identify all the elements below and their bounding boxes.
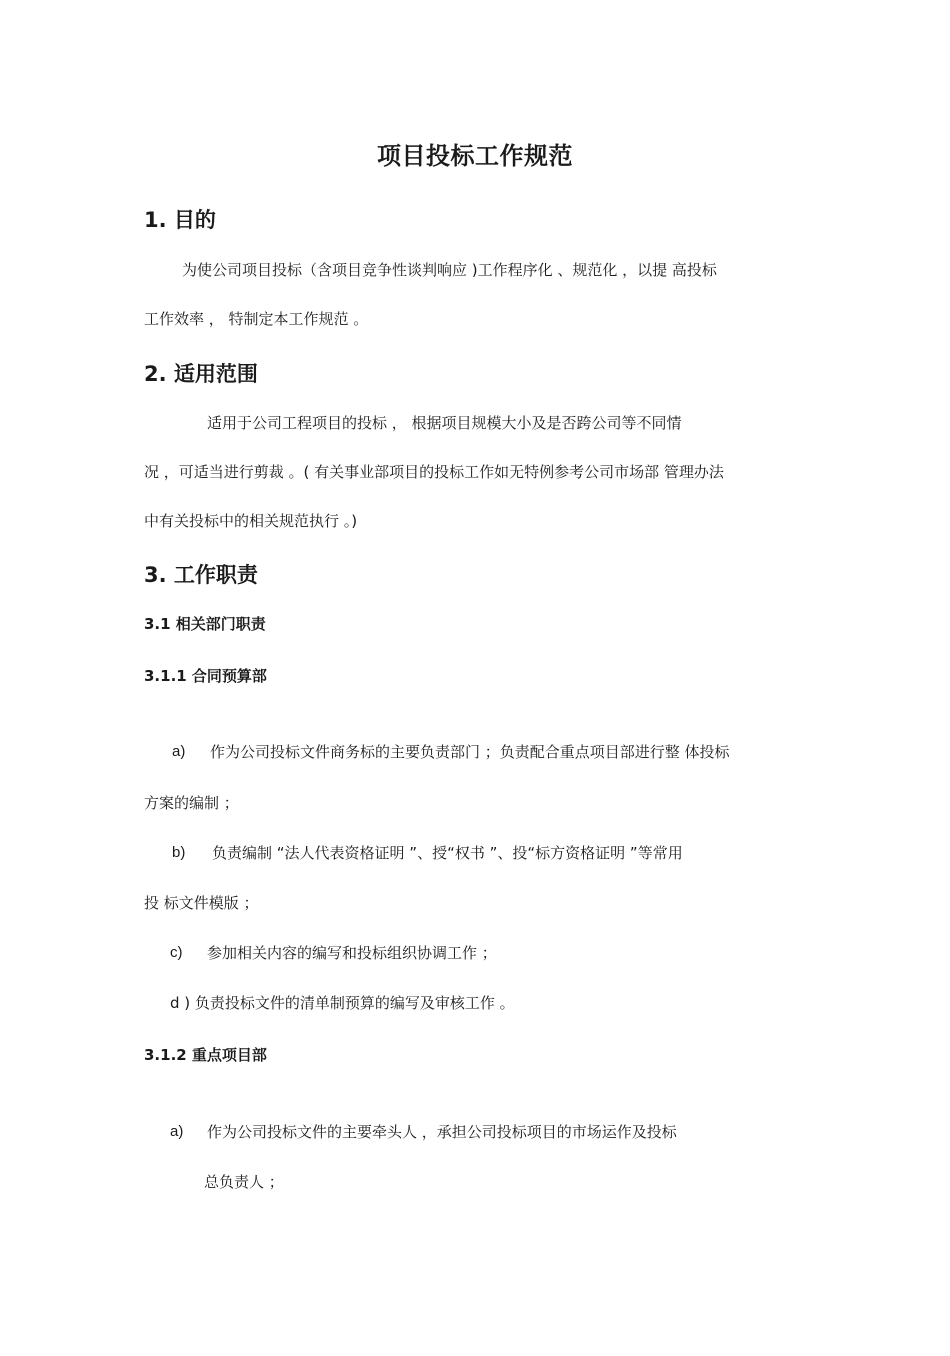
list-item-a-label: a): [172, 743, 186, 760]
list-item-a-line-2: 方案的编制 ；: [144, 794, 239, 812]
list-item-b-line-1: 负责编制 “法人代表资格证明 ”、授“权书 ”、投“标方资格证明 ”等常用: [212, 844, 683, 862]
section-1-paragraph-line-1: 为使公司项目投标（含项目竞争性谈判响应 )工作程序化 、规范化 ，以提 高投标: [182, 261, 717, 279]
section-1-paragraph-line-2: 工作效率 ， 特制定本工作规范 。: [144, 310, 369, 328]
section-1-heading: 1. 目的: [144, 208, 216, 232]
list-item-c-line-1: 参加相关内容的编写和投标组织协调工作 ；: [207, 944, 497, 962]
list-item-c-label: c): [170, 944, 183, 961]
section-2-heading: 2. 适用范围: [144, 362, 258, 386]
list-item-a-line-1: 作为公司投标文件商务标的主要负责部门 ；负责配合重点项目部进行整 体投标: [210, 743, 730, 761]
subsection-3-1-1-heading: 3.1.1 合同预算部: [144, 667, 267, 685]
list-item2-a-line-1: 作为公司投标文件的主要牵头人 ，承担公司投标项目的市场运作及投标: [207, 1123, 677, 1141]
list-item-d-text: d ) 负责投标文件的清单制预算的编写及审核工作 。: [170, 994, 515, 1012]
list-item2-a-line-2: 总负责人 ；: [204, 1173, 284, 1191]
subsection-3-1-heading: 3.1 相关部门职责: [144, 615, 266, 633]
subsection-3-1-2-heading: 3.1.2 重点项目部: [144, 1046, 267, 1064]
section-2-paragraph-line-1: 适用于公司工程项目的投标 ， 根据项目规模大小及是否跨公司等不同情: [207, 414, 682, 432]
section-2-paragraph-line-3: 中有关投标中的相关规范执行 。): [144, 512, 358, 530]
list-item-b-label: b): [172, 844, 186, 861]
section-3-heading: 3. 工作职责: [144, 563, 258, 587]
section-2-paragraph-line-2: 况 ，可适当进行剪裁 。( 有关事业部项目的投标工作如无特例参考公司市场部 管理办法: [144, 463, 724, 481]
document-title: 项目投标工作规范: [377, 142, 573, 170]
list-item2-a-label: a): [170, 1123, 184, 1140]
list-item-b-line-2: 投 标文件模版 ；: [144, 894, 259, 912]
